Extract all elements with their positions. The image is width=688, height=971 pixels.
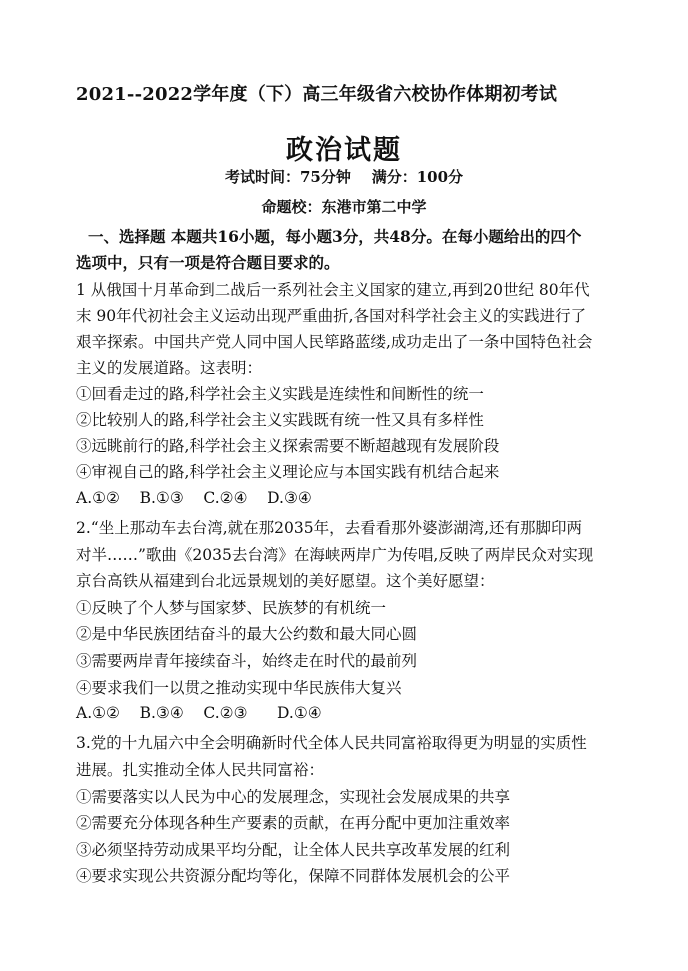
page-title: 政治试题 <box>286 135 402 166</box>
q1-stem-line: 艰辛探索。中国共产党人同中国人民筚路蓝缕,成功走出了一条中国特色社会 <box>76 333 593 351</box>
q3-option: ②需要充分体现各种生产要素的贡献，在再分配中更加注重效率 <box>76 814 511 832</box>
q2-option: ④要求我们一以贯之推动实现中华民族伟大复兴 <box>76 679 402 697</box>
q2-choices: A.①② B.③④ C.②③ D.①④ <box>76 704 322 722</box>
q2-option: ①反映了个人梦与国家梦、民族梦的有机统一 <box>76 599 387 617</box>
q1-stem-line: 1 从俄国十月革命到二战后一系列社会主义国家的建立,再到20世纪 80年代 <box>76 281 590 299</box>
section-heading-line1: 一、选择题 本题共16小题，每小题3分，共48分。在每小题给出的四个 <box>88 227 582 246</box>
q1-option: ①回看走过的路,科学社会主义实践是连续性和间断性的统一 <box>76 385 484 403</box>
school-line: 命题校：东港市第二中学 <box>261 198 427 216</box>
q1-stem-line: 主义的发展道路。这表明： <box>76 359 263 377</box>
exam-header: 2021--2022学年度（下）高三年级省六校协作体期初考试 <box>76 84 558 105</box>
exam-info: 考试时间：75分钟 满分：100分 <box>224 168 464 186</box>
q1-option: ③远眺前行的路,科学社会主义探索需要不断超越现有发展阶段 <box>76 437 500 455</box>
q1-option: ④审视自己的路,科学社会主义理论应与本国实践有机结合起来 <box>76 463 500 481</box>
q3-option: ③必须坚持劳动成果平均分配，让全体人民共享改革发展的红利 <box>76 841 511 859</box>
section-heading-line2: 选项中，只有一项是符合题目要求的。 <box>76 253 340 272</box>
q2-option: ③需要两岸青年接续奋斗，始终走在时代的最前列 <box>76 652 418 670</box>
q2-stem-line: 2.“坐上那动车去台湾,就在那2035年，去看看那外婆澎湖湾,还有那脚印两 <box>76 519 583 537</box>
q2-stem-line: 对半……”歌曲《2035去台湾》在海峡两岸广为传唱,反映了两岸民众对实现 <box>76 546 594 564</box>
q3-option: ④要求实现公共资源分配均等化，保障不同群体发展机会的公平 <box>76 867 511 885</box>
q3-option: ①需要落实以人民为中心的发展理念，实现社会发展成果的共享 <box>76 788 511 806</box>
q1-choices: A.①② B.①③ C.②④ D.③④ <box>76 489 312 507</box>
q1-stem-line: 末 90年代初社会主义运动出现严重曲折,各国对科学社会主义的实践进行了 <box>76 307 587 325</box>
q2-stem-line: 京台高铁从福建到台北远景规划的美好愿望。这个美好愿望： <box>76 572 495 590</box>
q2-option: ②是中华民族团结奋斗的最大公约数和最大同心圆 <box>76 625 418 643</box>
q3-stem-line: 3.党的十九届六中全会明确新时代全体人民共同富裕取得更为明显的实质性 <box>76 734 587 752</box>
q3-stem-line: 进展。扎实推动全体人民共同富裕： <box>76 761 325 779</box>
q1-option: ②比较别人的路,科学社会主义实践既有统一性又具有多样性 <box>76 411 484 429</box>
